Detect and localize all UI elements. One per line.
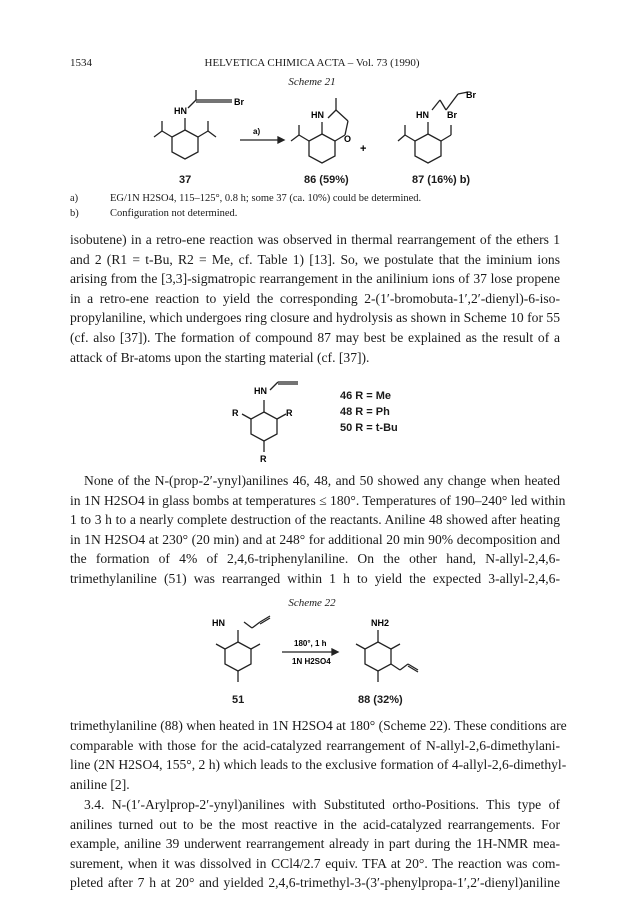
atom-hn-51: HN xyxy=(212,618,225,628)
page-number: 1534 xyxy=(70,57,92,69)
text-line: arising from the [3,3]-sigmatropic rearrangement in the anilinium ions of 37 lose propene xyxy=(70,271,560,287)
text-line: attack of Br-atoms upon the starting material (cf. [37]). xyxy=(70,349,370,365)
text-line: 1 to 3 h to a nearly complete destruction of the reactants. Aniline 48 showed after heating xyxy=(70,512,560,528)
compound-list-entry: 50 R = t-Bu xyxy=(340,422,398,434)
text-line: surement, when it was dissolved in CCl4/2.7 equiv. TFA at 20°. The reaction was com- xyxy=(70,855,560,871)
conditions-top: 180°, 1 h xyxy=(294,639,327,648)
paragraph-3 xyxy=(70,716,567,794)
structure-37 xyxy=(154,90,232,159)
footnote-b-mark: b) xyxy=(70,208,79,219)
atom-nh2-88: NH2 xyxy=(371,618,390,628)
paragraph-4 xyxy=(70,795,560,893)
atom-hn-86: HN xyxy=(311,110,324,120)
atom-br-37: Br xyxy=(234,97,245,107)
atom-br-87-b: Br xyxy=(447,110,458,120)
running-header: HELVETICA CHIMICA ACTA – Vol. 73 (1990) xyxy=(204,57,420,69)
scheme21-structures xyxy=(150,88,480,178)
text-line: propylaniline, which undergoes ring closure and hydrolysis as shown in Scheme 10 for 55 xyxy=(70,310,560,326)
footnote-a-mark: a) xyxy=(70,193,79,204)
structure-88 xyxy=(356,630,418,682)
conditions-bottom: 1N H2SO4 xyxy=(292,657,331,666)
compound-list xyxy=(340,388,398,436)
atom-hn-37: HN xyxy=(174,106,187,116)
label-51: 51 xyxy=(232,694,245,706)
r-label-bottom: R xyxy=(260,454,267,464)
label-37: 37 xyxy=(179,174,192,186)
text-line: trimethylaniline (51) was rearranged within 1 h to yield the expected 3-allyl-2,4,6- xyxy=(70,570,560,586)
text-line: isobutene) in a retro-ene reaction was observed in thermal rearrangement of the ethers 1 xyxy=(70,232,560,247)
text-line: in 1N H2SO4 at 230° (20 min) and at 248° for additional 20 min 90% decomposition and xyxy=(70,531,560,547)
atom-hn-87: HN xyxy=(416,110,429,120)
label-86: 86 (59%) xyxy=(304,174,349,186)
text-line: in a retro-ene reaction to yield the corresponding 2-(1′-bromobuta-1′,2′-dienyl)-6-iso- xyxy=(70,290,560,306)
plus-sign: + xyxy=(360,143,367,155)
structure-86 xyxy=(291,98,348,163)
text-line: trimethylaniline (88) when heated in 1N H2SO4 at 180° (Scheme 22). These conditions are xyxy=(70,718,567,733)
text-line: 3.4. N-(1′-Arylprop-2′-ynyl)anilines with Substituted ortho-Positions. This type of xyxy=(84,797,560,812)
atom-hn: HN xyxy=(254,386,267,396)
paragraph-2 xyxy=(70,471,566,589)
atom-br-87-a: Br xyxy=(466,90,477,100)
text-line: aniline [2]. xyxy=(70,776,130,792)
text-line: the formation of 4% of 2,4,6-triphenylaniline. On the other hand, N-allyl-2,4,6- xyxy=(70,551,560,567)
r-label-right: R xyxy=(286,408,293,418)
text-line: anilines turned out to be the most reactive in the acid-catalyzed rearrangements. For xyxy=(70,816,560,832)
structure-general-aniline xyxy=(226,374,316,464)
footnote-a-text: EG/1N H2SO4, 115–125°, 0.8 h; some 37 (ca. 10%) could be determined. xyxy=(110,193,422,204)
footnote-b-text: Configuration not determined. xyxy=(110,208,238,219)
structure-87 xyxy=(398,92,468,163)
scheme21-title: Scheme 21 xyxy=(288,76,336,88)
label-88: 88 (32%) xyxy=(358,694,403,706)
text-line: line (2N H2SO4, 155°, 2 h) which leads to the exclusive formation of 4-allyl-2,6-dimethyl- xyxy=(70,757,567,773)
scheme22-structures xyxy=(208,612,438,692)
text-line: and 2 (R1 = t-Bu, R2 = Me, cf. Table 1) [13]. So, we postulate that the iminium ions xyxy=(70,251,560,267)
compound-list-entry: 46 R = Me xyxy=(340,390,392,402)
r-label-left: R xyxy=(232,408,239,418)
scheme22-title: Scheme 22 xyxy=(288,597,336,609)
compound-list-entry: 48 R = Ph xyxy=(340,406,390,418)
text-line: in 1N H2SO4 in glass bombs at temperatures ≤ 180°. Temperatures of 190–240° led within xyxy=(70,492,566,508)
text-line: (cf. also [37]). The formation of compound 87 may best be explained as the result of a xyxy=(70,329,560,345)
paragraph-1 xyxy=(70,230,560,367)
text-line: pleted after 7 h at 20° and yielded 2,4,6-trimethyl-3-(3′-phenylpropa-1′,2′-dienyl)aniline xyxy=(70,875,560,891)
atom-o-86: O xyxy=(344,134,352,144)
label-87: 87 (16%) b) xyxy=(412,174,471,186)
text-line: None of the N-(prop-2′-ynyl)anilines 46, 48, and 50 showed any change when heated xyxy=(84,473,560,488)
reagent-label: a) xyxy=(253,127,261,136)
text-line: example, aniline 39 underwent rearrangement already in part during the 1H-NMR mea- xyxy=(70,836,560,852)
text-line: comparable with those for the acid-catalyzed rearrangement of N-allyl-2,6-dimethylani- xyxy=(70,737,560,753)
